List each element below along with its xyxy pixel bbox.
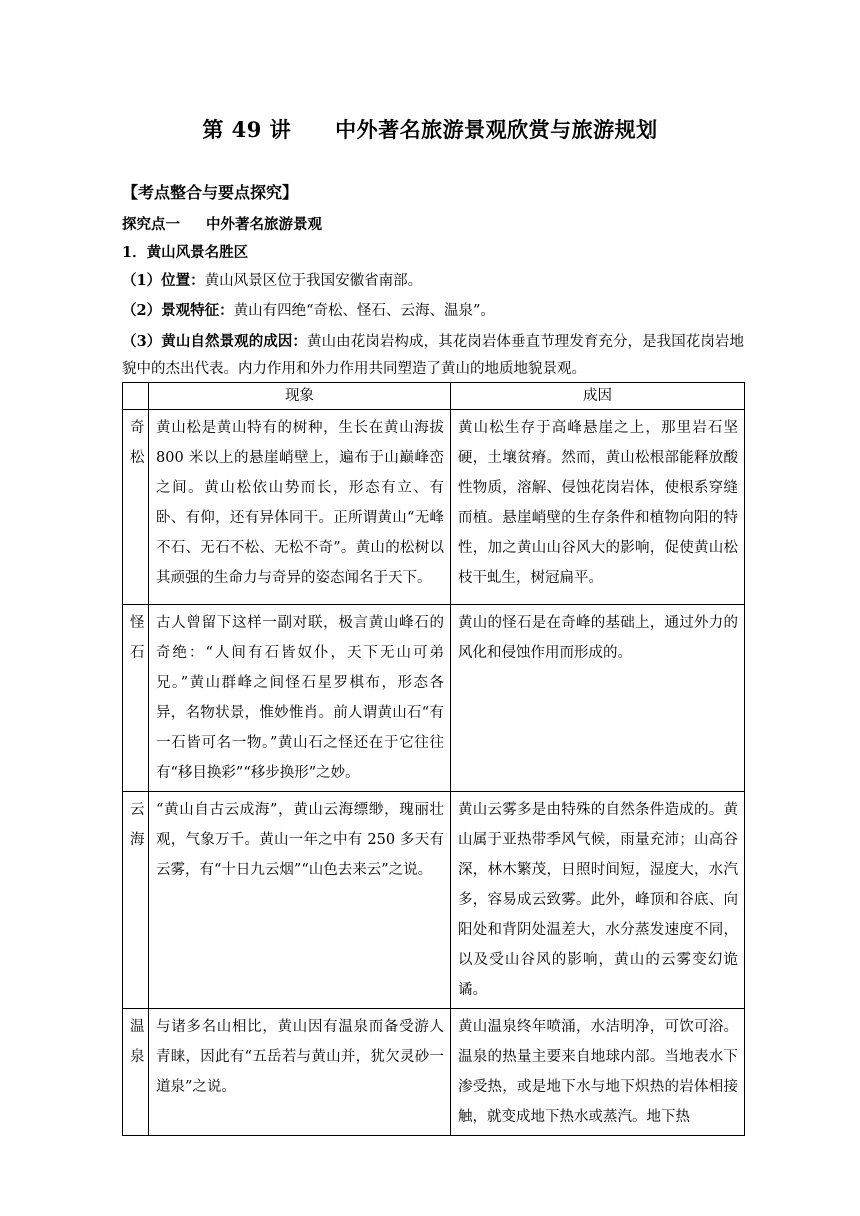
cause-cell: 黄山温泉终年喷涌，水洁明净，可饮可浴。温泉的热量主要来自地球内部。当地表水下渗受热，或是地下水与地下炽热的岩体相接触，就变成地下热水或蒸汽。地下热 <box>451 1009 745 1136</box>
paragraph-lead: （2）景观特征： <box>122 302 234 319</box>
paragraph-lead: （3）黄山自然景观的成因： <box>122 333 307 350</box>
header-cell-empty <box>123 383 149 410</box>
explore-point-heading <box>122 212 744 238</box>
paragraph-lead: （1）位置： <box>122 272 205 289</box>
cause-cell: 黄山松生存于高峰悬崖之上，那里岩石坚硬，土壤贫瘠。然而，黄山松根部能释放酸性物质，溶解、侵蚀花岗岩体，使根系穿缝而植。悬崖峭壁的生存条件和植物向阳的特性，加之黄山山谷风大的影响，促使黄山松枝干虬生，树冠扁平。 <box>451 410 745 605</box>
page-title <box>0 114 860 144</box>
header-cell-cause: 成因 <box>451 383 745 410</box>
paragraph-formation <box>122 328 744 383</box>
item-heading: 1．黄山风景名胜区 <box>122 244 249 261</box>
table-row <box>123 1009 745 1136</box>
cause-cell: 黄山云雾多是由特殊的自然条件造成的。黄山属于亚热带季风气候，雨量充沛；山高谷深，林木繁茂，日照时间短，湿度大，水汽多，容易成云致雾。此外，峰顶和谷底、向阳处和背阴处温差大，水分蒸发速度不同，以及受山谷风的影响，黄山的云雾变幻诡谲。 <box>451 792 745 1009</box>
explore-point-name: 中外著名旅游景观 <box>206 216 322 233</box>
phenomenon-cell: 与诸多名山相比，黄山因有温泉而备受游人青睐，因此有“五岳若与黄山并，犹欠灵砂一道泉”之说。 <box>149 1009 451 1136</box>
row-label: 奇松 <box>123 410 149 605</box>
lecture-number: 第 49 讲 <box>202 117 292 142</box>
explore-point-label: 探究点一 <box>122 216 180 233</box>
paragraph-location <box>122 268 744 294</box>
paragraph-text: 黄山风景区位于我国安徽省南部。 <box>204 273 423 289</box>
paragraph-text: 黄山由花岗岩构成，其花岗岩体垂直节理发育充分，是我国花岗岩地貌中的杰出代表。内力作用和外力作用共同塑造了黄山的地质地貌景观。 <box>122 334 745 377</box>
paragraph-text: 黄山有四绝“奇松、怪石、云海、温泉”。 <box>233 303 495 319</box>
cause-cell: 黄山的怪石是在奇峰的基础上，通过外力的风化和侵蚀作用而形成的。 <box>451 605 745 792</box>
header-cell-phenomenon: 现象 <box>149 383 451 410</box>
phenomenon-cell: 黄山松是黄山特有的树种，生长在黄山海拔 800 米以上的悬崖峭壁上，遍布于山巅峰峦之间。黄山松依山势而长，形态有立、有卧、有仰，还有异体同干。正所谓黄山“无峰不石、无石不松、无松不奇”。黄山的松树以其顽强的生命力与奇异的姿态闻名于天下。 <box>149 410 451 605</box>
row-label: 温泉 <box>123 1009 149 1136</box>
section-heading: 【考点整合与要点探究】 <box>122 183 299 202</box>
table-row <box>123 792 745 1009</box>
landscape-table <box>122 382 745 1136</box>
lecture-name: 中外著名旅游景观欣赏与旅游规划 <box>335 117 658 142</box>
row-label: 云海 <box>123 792 149 1009</box>
paragraph-features <box>122 298 744 324</box>
phenomenon-cell: “黄山自古云成海”，黄山云海缥缈，瑰丽壮观，气象万千。黄山一年之中有 250 多天有云雾，有“十日九云烟”“山色去来云”之说。 <box>149 792 451 1009</box>
table-row <box>123 605 745 792</box>
table-row <box>123 410 745 605</box>
row-label: 怪石 <box>123 605 149 792</box>
table-header-row <box>123 383 745 410</box>
phenomenon-cell: 古人曾留下这样一副对联，极言黄山峰石的奇绝：“人间有石皆奴仆，天下无山可弟兄。”黄山群峰之间怪石星罗棋布，形态各异，名物状景，惟妙惟肖。前人谓黄山石“有一石皆可名一物。”黄山石之怪还在于它往往有“移目换彩”“移步换形”之妙。 <box>149 605 451 792</box>
